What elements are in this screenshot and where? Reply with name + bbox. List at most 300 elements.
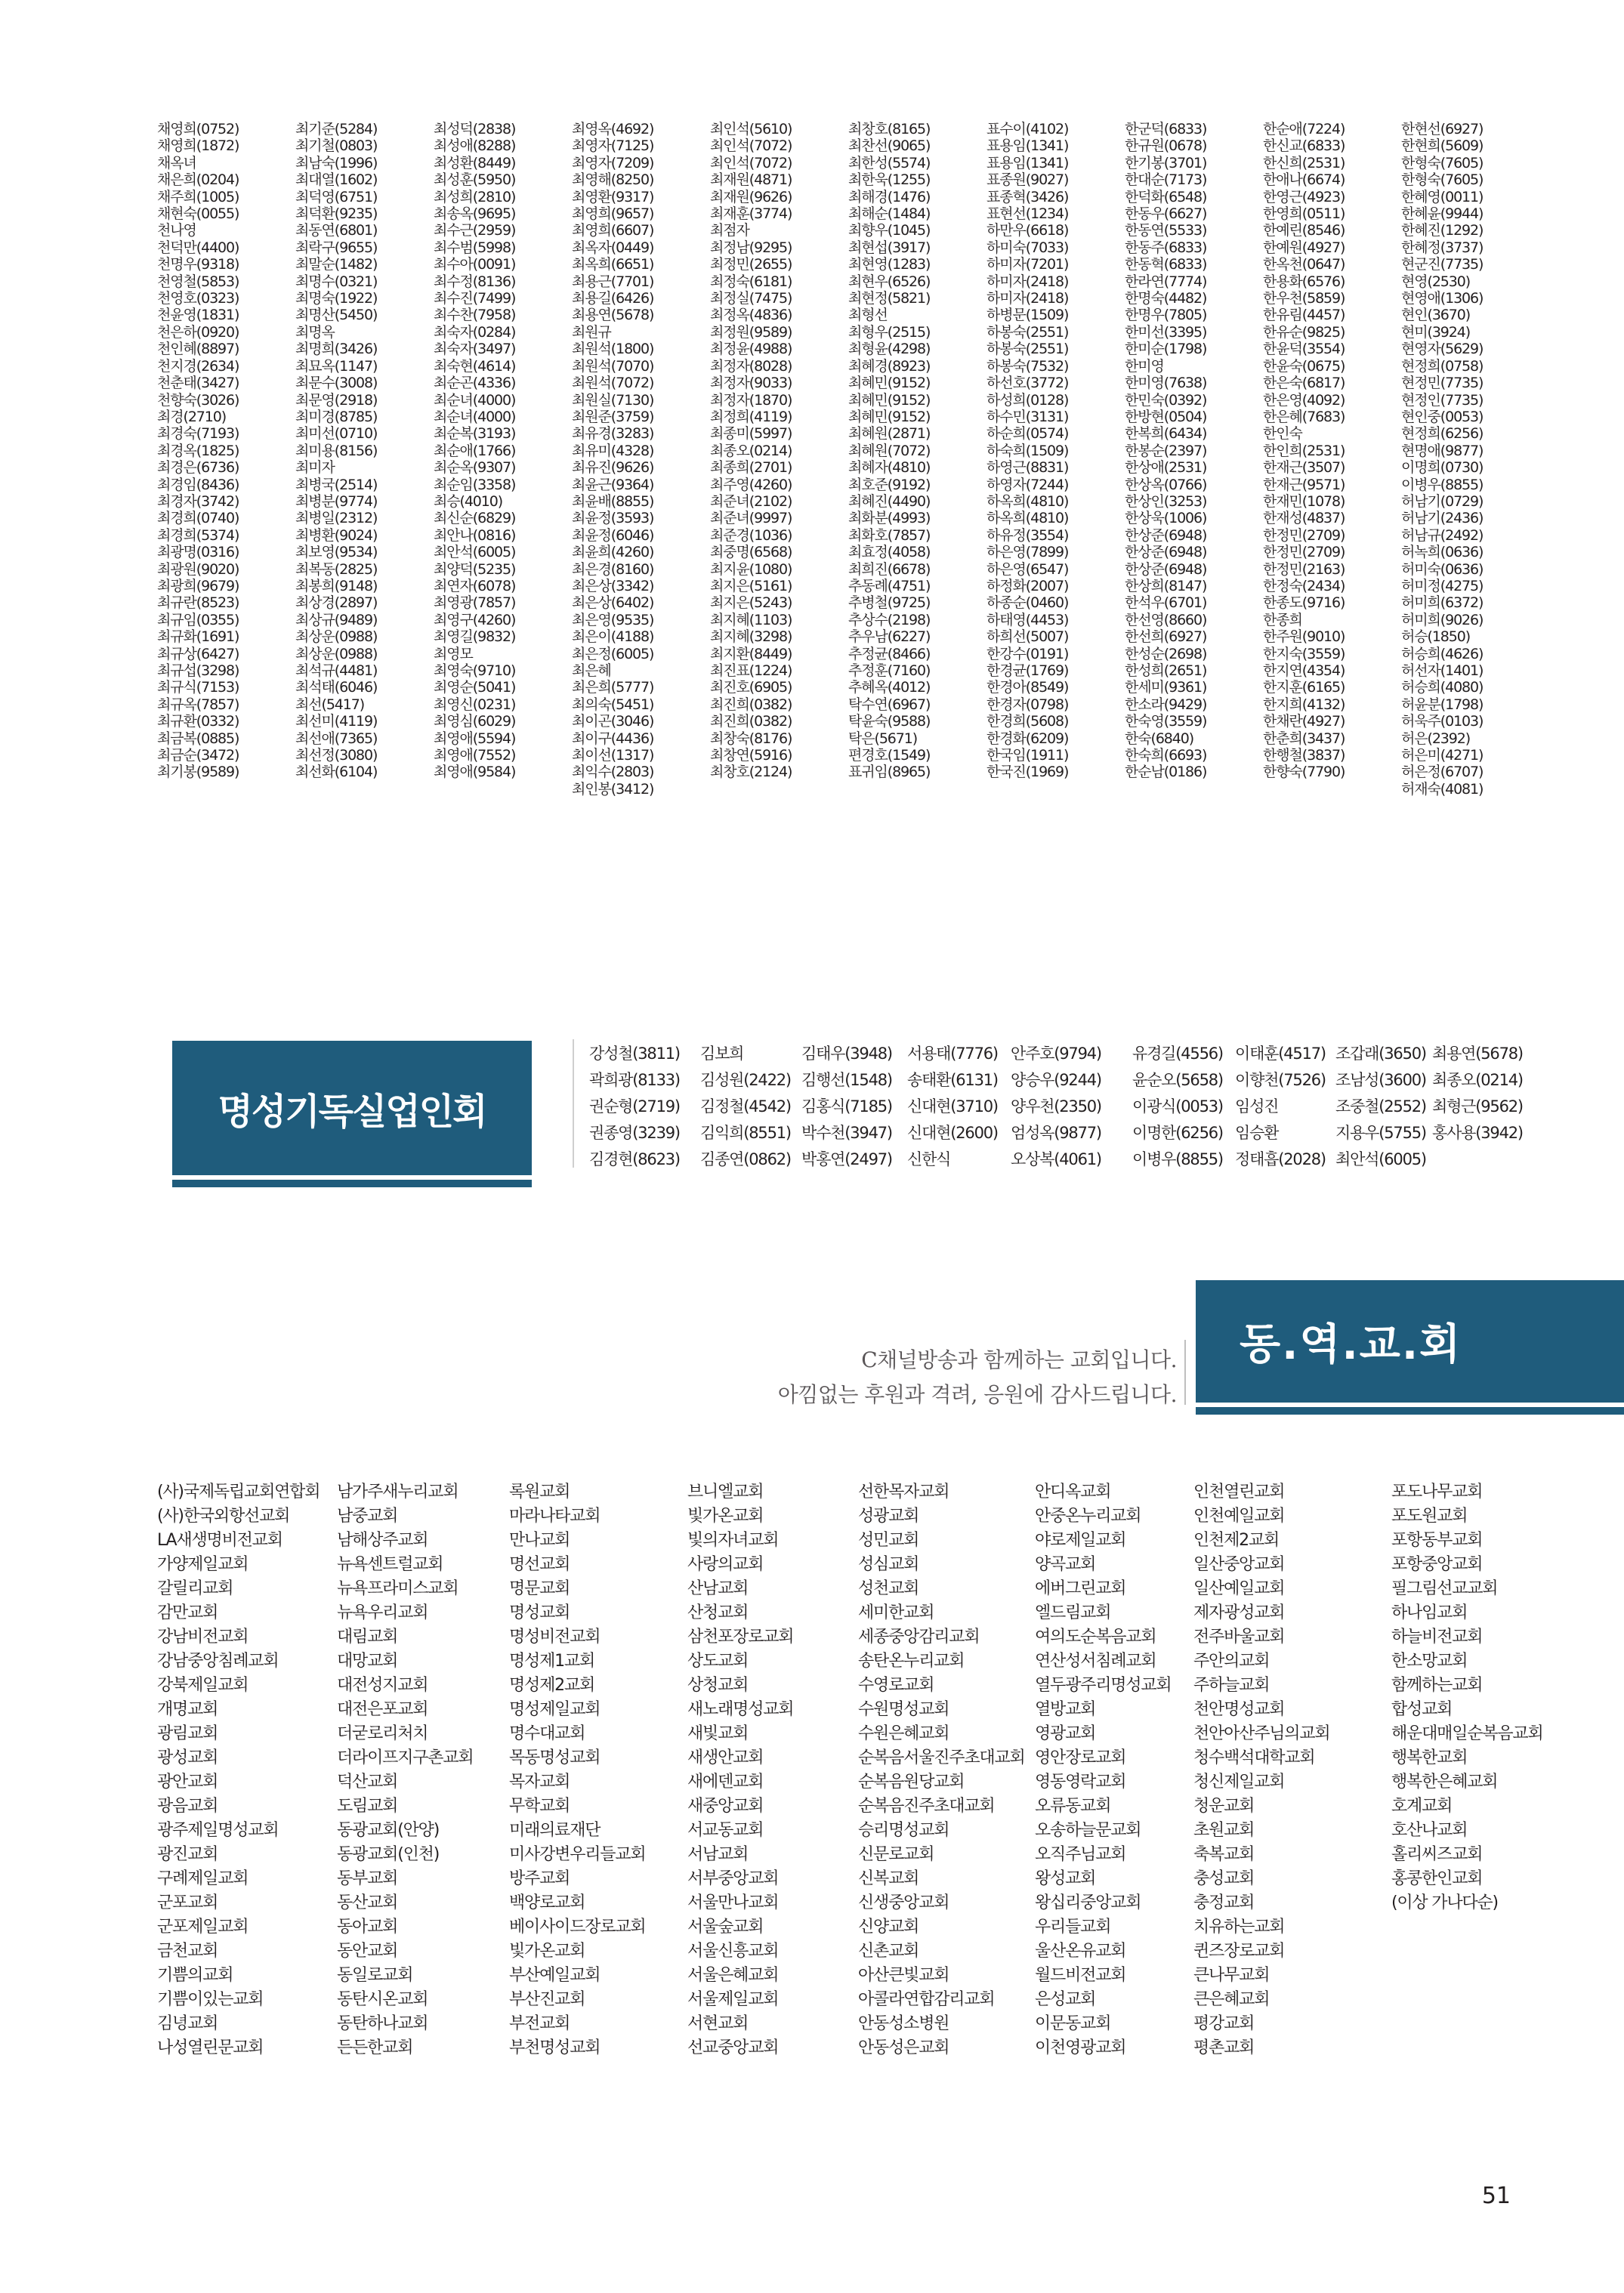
donor-name: 천명우(9318) [157, 256, 239, 273]
church-name: 백양로교회 [509, 1893, 585, 1912]
donor-name: 최원규 [572, 323, 611, 341]
donor-name: 최영순(5041) [434, 679, 516, 696]
donor-name: 한경자(0798) [986, 696, 1069, 713]
donor-name: 최혜경(8923) [848, 357, 931, 375]
donor-name: 최성환(8449) [434, 154, 516, 171]
church-column [509, 1480, 687, 2060]
church-name: 기쁨이있는교회 [157, 1990, 264, 2009]
church-name: 승리명성교회 [858, 1821, 949, 1840]
donor-name: 하미자(7201) [986, 256, 1069, 273]
donor-name: 최영신(0231) [434, 696, 516, 713]
church-name: 목자교회 [509, 1773, 570, 1792]
donor-name: 최혜자(4810) [848, 459, 931, 477]
donor-name: 최진호(6905) [710, 679, 792, 696]
donor-name: 하태영(4453) [986, 611, 1069, 628]
donor-name: 이명희(0730) [1401, 459, 1484, 477]
donor-name: 한복희(6434) [1125, 425, 1207, 443]
church-name: 안중온누리교회 [1035, 1507, 1141, 1526]
church-name: 영안장로교회 [1035, 1748, 1126, 1767]
donor-name: 최규식(7153) [157, 679, 239, 696]
donor-name: 한덕화(6548) [1125, 188, 1207, 205]
club-member-name: 신한식 [907, 1150, 951, 1168]
donor-name: 허재숙(4081) [1401, 780, 1484, 798]
donor-name: 최지은(5243) [710, 594, 792, 612]
donor-name: 최경숙(7193) [157, 425, 239, 443]
thanks-message [778, 1343, 1177, 1412]
church-name: 삼천포장로교회 [687, 1628, 794, 1646]
donor-name: 한소라(9429) [1125, 696, 1207, 713]
donor-name: 한영근(4923) [1263, 188, 1345, 205]
church-name: 부산예일교회 [509, 1966, 601, 1985]
donor-name: 최효정(4058) [848, 544, 931, 561]
donor-name: 최영광(7857) [434, 594, 516, 612]
donor-name: 허미희(9026) [1401, 611, 1484, 628]
donor-name: 한라연(7774) [1125, 273, 1207, 290]
donor-name: 최선정(3080) [295, 747, 378, 764]
church-name: 울산온유교회 [1035, 1942, 1126, 1961]
donor-name: 하은영(7899) [986, 544, 1069, 561]
donor-name: 최화분(4993) [848, 510, 931, 527]
church-name: 엘드림교회 [1035, 1603, 1111, 1622]
donor-name: 최수범(5998) [434, 239, 516, 256]
church-name: 안동성소병원 [858, 2014, 949, 2033]
donor-name: 최기철(0803) [295, 137, 378, 155]
donor-name: 최명옥 [295, 323, 335, 341]
church-name: 대망교회 [337, 1652, 398, 1671]
donor-name: 현영(2530) [1401, 273, 1471, 290]
church-name: 인천제2교회 [1193, 1531, 1280, 1550]
donor-name: 채현숙(0055) [157, 205, 239, 223]
club-banner-title: 명성기독실업인회 [218, 1090, 486, 1133]
donor-name: 최현영(1283) [848, 256, 931, 273]
donor-name: 허남기(2436) [1401, 510, 1484, 527]
church-name: 대전성지교회 [337, 1676, 428, 1695]
club-member-name: 김보희 [700, 1045, 744, 1063]
donor-name: 최원석(7072) [572, 375, 654, 392]
donor-name: 최인봉(3412) [572, 780, 654, 798]
club-banner [172, 1041, 532, 1175]
donor-name: 천춘태(3427) [157, 375, 239, 392]
donor-name: 하영근(8831) [986, 459, 1069, 477]
donor-name: 최병환(9024) [295, 526, 378, 544]
donor-name: 편경호(1549) [848, 747, 931, 764]
donor-name: 한현희(5609) [1401, 137, 1484, 155]
donor-name: 하봉숙(2551) [986, 341, 1069, 358]
church-name: 수원은혜교회 [858, 1724, 949, 1743]
church-name: 오직주님교회 [1035, 1845, 1126, 1864]
donor-name: 최영길(9832) [434, 628, 516, 646]
donor-column-4 [572, 121, 710, 798]
donor-name: 한춘희(3437) [1263, 730, 1345, 747]
donor-name: 한정숙(2434) [1263, 577, 1345, 594]
donor-name: 최명숙(1922) [295, 290, 378, 307]
donor-name: 최영애(9584) [434, 764, 516, 781]
donor-name: 한신교(6833) [1263, 137, 1345, 155]
donor-name: 한행철(3837) [1263, 747, 1345, 764]
donor-name: 최종오(0214) [710, 442, 792, 459]
donor-name: 채영희(1872) [157, 137, 239, 155]
church-name: 주안의교회 [1193, 1652, 1270, 1671]
church-name: 나성열린문교회 [157, 2038, 264, 2057]
donor-name: 최상경(2897) [295, 594, 378, 612]
donor-name: 최혜민(9152) [848, 391, 931, 409]
donor-name: 한우천(5859) [1263, 290, 1345, 307]
donor-name: 한동혁(6833) [1125, 256, 1207, 273]
church-name: 무학교회 [509, 1797, 570, 1816]
donor-name: 최보영(9534) [295, 544, 378, 561]
church-name: 새중앙교회 [687, 1797, 764, 1816]
donor-name: 한민숙(0392) [1125, 391, 1207, 409]
thanks-line-1: C채널방송과 함께하는 교회입니다. [861, 1347, 1177, 1372]
church-name: 인천열린교회 [1193, 1483, 1285, 1501]
donor-name: 표용임(1341) [986, 137, 1069, 155]
church-name: 명선교회 [509, 1555, 570, 1574]
church-name: 왕성교회 [1035, 1869, 1096, 1888]
donor-name: 허승(1850) [1401, 628, 1471, 646]
donor-name: 최형윤(4298) [848, 341, 931, 358]
club-column [1132, 1041, 1235, 1173]
club-column [1432, 1041, 1538, 1173]
donor-name: 한윤숙(0675) [1263, 357, 1345, 375]
donor-name: 현인(3670) [1401, 307, 1471, 324]
church-name: 광림교회 [157, 1724, 218, 1743]
donor-name: 최준녀(2102) [710, 492, 792, 510]
donor-name: 한용화(6576) [1263, 273, 1345, 290]
church-name: (이상 가나다순) [1391, 1893, 1498, 1912]
donor-name: 한숙(6840) [1125, 730, 1194, 747]
church-name: 금천교회 [157, 1942, 218, 1961]
donor-name: 현영애(1306) [1401, 290, 1484, 307]
donor-name: 최순애(1766) [434, 442, 516, 459]
donor-name: 한군덕(6833) [1125, 121, 1207, 137]
donor-name: 최정윤(4988) [710, 341, 792, 358]
church-name: 미래의료재단 [509, 1821, 601, 1840]
donor-name: 최명희(3426) [295, 341, 378, 358]
donor-column-7 [986, 121, 1125, 798]
donor-name: 최은상(6402) [572, 594, 654, 612]
donor-name: 천윤영(1831) [157, 307, 239, 324]
church-list [157, 1480, 1550, 2060]
church-name: 서울신흥교회 [687, 1942, 779, 1961]
donor-column-1 [157, 121, 295, 798]
donor-name: 최정민(2655) [710, 256, 792, 273]
church-name: 퀸즈장로교회 [1193, 1942, 1285, 1961]
donor-name: 최재원(4871) [710, 171, 792, 189]
church-name: 빛의자녀교회 [687, 1531, 779, 1550]
church-name: 필그림선교교회 [1391, 1579, 1498, 1598]
donor-name: 한정민(2163) [1263, 560, 1345, 578]
church-name: 동안교회 [337, 1942, 398, 1961]
church-name: 아산큰빛교회 [858, 1966, 949, 1985]
church-name: 새생안교회 [687, 1748, 764, 1767]
donor-name: 최중명(6568) [710, 544, 792, 561]
donor-name: 한지희(4132) [1263, 696, 1345, 713]
church-name: 축복교회 [1193, 1845, 1255, 1864]
donor-name: 허은정(6707) [1401, 764, 1484, 781]
church-name: 영광교회 [1035, 1724, 1096, 1743]
donor-name: 최영희(6607) [572, 222, 654, 239]
donor-name: 최영옥(4692) [572, 121, 654, 137]
donor-name: 최익수(2803) [572, 764, 654, 781]
donor-name: 한윤덕(3554) [1263, 341, 1345, 358]
donor-name: 최미용(8156) [295, 442, 378, 459]
donor-name: 최진희(0382) [710, 713, 792, 730]
donor-name: 최정원(9589) [710, 323, 792, 341]
donor-name: 최은이(4188) [572, 628, 654, 646]
donor-name: 한종도(9716) [1263, 594, 1345, 612]
donor-name: 한미선(3395) [1125, 323, 1207, 341]
donor-name: 최혜민(9152) [848, 408, 931, 425]
donor-name: 한성희(2651) [1125, 662, 1207, 679]
donor-name: 현명애(9877) [1401, 442, 1484, 459]
church-name: 아콜라연합감리교회 [858, 1990, 995, 2009]
donor-name: 한예원(4927) [1263, 239, 1345, 256]
church-name: 동광교회(인천) [337, 1845, 440, 1864]
donor-name: 추우남(6227) [848, 628, 931, 646]
donor-name: 현정인(7735) [1401, 391, 1484, 409]
donor-name: 최덕영(6751) [295, 188, 378, 205]
church-name: 열방교회 [1035, 1700, 1096, 1719]
church-name: 청수백석대학교회 [1193, 1748, 1315, 1767]
donor-name: 한형숙(7605) [1401, 154, 1484, 171]
donor-name: 최종미(5997) [710, 425, 792, 443]
church-name: 이천영광교회 [1035, 2038, 1126, 2057]
church-name: 사랑의교회 [687, 1555, 764, 1574]
donor-name: 한재근(9571) [1263, 476, 1345, 493]
donor-name: 최성희(2810) [434, 188, 516, 205]
church-name: 선한목자교회 [858, 1483, 949, 1501]
church-name: 청운교회 [1193, 1797, 1255, 1816]
donor-name: 한순애(7224) [1263, 121, 1345, 137]
donor-name: 최경옥(1825) [157, 442, 239, 459]
donor-name: 한상애(2531) [1125, 459, 1207, 477]
club-member-name: 이향천(7526) [1235, 1071, 1326, 1089]
church-name: 명성비전교회 [509, 1628, 601, 1646]
donor-name: 최원준(3759) [572, 408, 654, 425]
donor-name: 최숙현(4614) [434, 357, 516, 375]
donor-name: 최금복(0885) [157, 730, 239, 747]
church-name: 대전은포교회 [337, 1700, 428, 1719]
donor-name: 탁수연(6967) [848, 696, 931, 713]
donor-name: 최정실(7475) [710, 290, 792, 307]
donor-name: 최석태(6046) [295, 679, 378, 696]
church-name: 부전교회 [509, 2014, 570, 2033]
donor-name: 최정남(9295) [710, 239, 792, 256]
donor-name: 최혜진(4490) [848, 492, 931, 510]
club-member-name: 양우천(2350) [1011, 1097, 1101, 1116]
donor-name: 추상수(2198) [848, 611, 931, 628]
donor-name: 최안나(0816) [434, 526, 516, 544]
donor-name: 한지숙(3559) [1263, 645, 1345, 662]
church-name: 대림교회 [337, 1628, 398, 1646]
donor-name: 최순복(3193) [434, 425, 516, 443]
church-name: 평촌교회 [1193, 2038, 1255, 2057]
donor-name: 최지환(8449) [710, 645, 792, 662]
donor-name: 하희선(5007) [986, 628, 1069, 646]
church-name: 일산중앙교회 [1193, 1555, 1285, 1574]
church-name: 남중교회 [337, 1507, 398, 1526]
donor-name: 한인희(2531) [1263, 442, 1345, 459]
donor-name: 한재근(3507) [1263, 459, 1345, 477]
donor-name: 최상규(9489) [295, 611, 378, 628]
donor-name: 한성순(2698) [1125, 645, 1207, 662]
club-member-name: 임성진 [1235, 1097, 1279, 1116]
church-column [157, 1480, 337, 2060]
donor-name: 최재원(9626) [710, 188, 792, 205]
church-name: 광안교회 [157, 1773, 218, 1792]
donor-name: 천영호(0323) [157, 290, 239, 307]
church-name: 강북제일교회 [157, 1676, 249, 1695]
church-name: 방주교회 [509, 1869, 570, 1888]
donor-name: 한애나(6674) [1263, 171, 1345, 189]
donor-name: 한상욱(1006) [1125, 510, 1207, 527]
donor-name: 하미자(2418) [986, 290, 1069, 307]
donor-name: 최미선(0710) [295, 425, 378, 443]
church-name: 양곡교회 [1035, 1555, 1096, 1574]
church-name: 동광교회(안양) [337, 1821, 440, 1840]
donor-name: 한유림(4457) [1263, 307, 1345, 324]
church-name: 산남교회 [687, 1579, 749, 1598]
donor-name: 최원석(1800) [572, 341, 654, 358]
church-name: 뉴욕우리교회 [337, 1603, 428, 1622]
donor-name: 한기봉(3701) [1125, 154, 1207, 171]
club-member-name: 유경길(4556) [1132, 1045, 1223, 1063]
donor-name: 최유진(9626) [572, 459, 654, 477]
club-member-name: 김익희(8551) [700, 1124, 791, 1142]
church-name: 송탄온누리교회 [858, 1652, 965, 1671]
donor-name: 최영자(7209) [572, 154, 654, 171]
church-name: 평강교회 [1193, 2014, 1255, 2033]
club-member-name: 오상복(4061) [1011, 1150, 1101, 1168]
donor-name: 하미자(2418) [986, 273, 1069, 290]
church-name: 뉴욕프라미스교회 [337, 1579, 458, 1598]
church-name: 충정교회 [1193, 1893, 1255, 1912]
donor-name: 최연자(6078) [434, 577, 516, 594]
donor-name: 한세미(9361) [1125, 679, 1207, 696]
donor-name: 최락구(9655) [295, 239, 378, 256]
club-member-name: 정태흡(2028) [1235, 1150, 1326, 1168]
donor-name: 최규란(8523) [157, 594, 239, 612]
church-column [1035, 1480, 1193, 2060]
donor-name: 한예린(8546) [1263, 222, 1345, 239]
church-name: 합성교회 [1391, 1700, 1453, 1719]
donor-name: 최혜원(2871) [848, 425, 931, 443]
donor-name: 최지혜(3298) [710, 628, 792, 646]
church-name: 성심교회 [858, 1555, 919, 1574]
donor-name: 최영환(9317) [572, 188, 654, 205]
donor-name: 하미숙(7033) [986, 239, 1069, 256]
donor-name: 천인혜(8897) [157, 341, 239, 358]
church-name: 함께하는교회 [1391, 1676, 1483, 1695]
donor-name: 최광원(9020) [157, 560, 239, 578]
church-name: 치유하는교회 [1193, 1918, 1285, 1937]
donor-name: 최지혜(1103) [710, 611, 792, 628]
donor-name: 최지윤(1080) [710, 560, 792, 578]
club-member-name: 송태환(6131) [907, 1071, 998, 1089]
church-name: 감만교회 [157, 1603, 218, 1622]
donor-name: 하봉숙(2551) [986, 323, 1069, 341]
church-name: 월드비전교회 [1035, 1966, 1126, 1985]
donor-name: 최화호(7857) [848, 526, 931, 544]
donor-name: 최영모 [434, 645, 473, 662]
club-member-name: 서용태(7776) [907, 1045, 998, 1063]
donor-name: 채주희(1005) [157, 188, 239, 205]
donor-name: 최미자 [295, 459, 335, 477]
donor-name: 한동우(6627) [1125, 205, 1207, 223]
donor-name: 최동연(6801) [295, 222, 378, 239]
church-name: 만나교회 [509, 1531, 570, 1550]
donor-name: 현정희(6256) [1401, 425, 1484, 443]
donor-name: 최창숙(8176) [710, 730, 792, 747]
church-name: 도림교회 [337, 1797, 398, 1816]
donor-name: 이병우(8855) [1401, 476, 1484, 493]
donor-name: 최선미(4119) [295, 713, 378, 730]
donor-name: 최이구(4436) [572, 730, 654, 747]
club-member-name: 윤순오(5658) [1132, 1071, 1223, 1089]
donor-name: 최영구(4260) [434, 611, 516, 628]
donor-name: 최호준(9192) [848, 476, 931, 493]
donor-name: 허승희(4080) [1401, 679, 1484, 696]
donor-name: 최의숙(5451) [572, 696, 654, 713]
donor-name: 최은혜 [572, 662, 611, 679]
donor-name: 하성희(0128) [986, 391, 1069, 409]
donor-name: 최창호(2124) [710, 764, 792, 781]
donor-name: 표수이(4102) [986, 121, 1069, 137]
donor-name: 최인석(5610) [710, 121, 792, 137]
church-name: 서부중앙교회 [687, 1869, 779, 1888]
church-name: 더굳로리처치 [337, 1724, 428, 1743]
donor-name: 한지연(4354) [1263, 662, 1345, 679]
donor-name: 최묘옥(1147) [295, 357, 378, 375]
donor-name: 최종희(2701) [710, 459, 792, 477]
church-name: 브니엘교회 [687, 1483, 764, 1501]
donor-name: 한상준(6948) [1125, 526, 1207, 544]
donor-column-8 [1125, 121, 1263, 798]
church-name: 왕십리중앙교회 [1035, 1893, 1141, 1912]
donor-name: 한상준(6948) [1125, 560, 1207, 578]
club-member-name: 이병우(8855) [1132, 1150, 1223, 1168]
donor-name: 최용근(7701) [572, 273, 654, 290]
church-name: 연산성서침례교회 [1035, 1652, 1156, 1671]
church-name: 수원명성교회 [858, 1700, 949, 1719]
donor-name: 최해순(1484) [848, 205, 931, 223]
donor-name: 최희진(6678) [848, 560, 931, 578]
church-name: 동아교회 [337, 1918, 398, 1937]
donor-name: 최경희(0740) [157, 510, 239, 527]
donor-name: 한경희(5608) [986, 713, 1069, 730]
donor-name: 추정훈(7160) [848, 662, 931, 679]
church-name: 포도원교회 [1391, 1507, 1468, 1526]
church-name: 강남비전교회 [157, 1628, 249, 1646]
donor-name: 허녹희(0636) [1401, 544, 1484, 561]
donor-name: 최한욱(1255) [848, 171, 931, 189]
donor-name: 최영애(7552) [434, 747, 516, 764]
donor-name: 한명우(7805) [1125, 307, 1207, 324]
donor-column-3 [434, 121, 572, 798]
church-name: 상도교회 [687, 1652, 749, 1671]
donor-name: 천영철(5853) [157, 273, 239, 290]
donor-name: 한국진(1969) [986, 764, 1069, 781]
donor-column-9 [1263, 121, 1401, 798]
donor-name: 한재성(4837) [1263, 510, 1345, 527]
donor-name: 한숙희(6693) [1125, 747, 1207, 764]
church-name: 큰은혜교회 [1193, 1990, 1270, 2009]
donor-column-5 [710, 121, 848, 798]
donor-name: 한채란(4927) [1263, 713, 1345, 730]
donor-name: 최규옥(7857) [157, 696, 239, 713]
church-name: 서울숲교회 [687, 1918, 764, 1937]
donor-name: 최수진(7499) [434, 290, 516, 307]
